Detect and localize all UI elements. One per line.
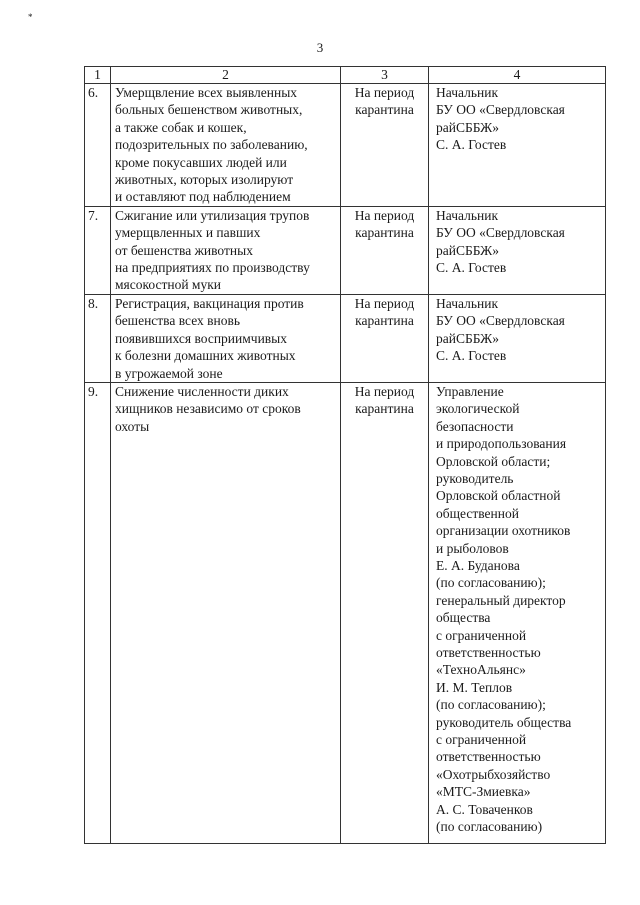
period-cell-line: На период <box>354 383 415 399</box>
responsible-cell <box>429 84 606 207</box>
responsible-cell-line: БУ ОО «Свердловская <box>436 225 565 241</box>
responsible-cell-line: генеральный директор <box>436 592 566 608</box>
responsible-cell-line: Орловской области; <box>436 453 551 469</box>
responsible-cell-line: организации охотников <box>436 523 571 539</box>
action-cell-line: в угрожаемой зоне <box>115 365 223 381</box>
header-cell-1: 1 <box>85 67 111 84</box>
period-cell-line: На период <box>354 207 415 223</box>
period-cell-line: карантина <box>355 313 414 329</box>
page-number: 3 <box>316 40 324 55</box>
header-cell-3: 3 <box>341 67 429 84</box>
responsible-cell-line: БУ ОО «Свердловская <box>436 313 565 329</box>
responsible-cell <box>429 294 606 382</box>
responsible-cell-line: (по согласованию) <box>436 819 543 835</box>
responsible-cell-line: Орловской областной <box>436 488 561 504</box>
responsible-cell-line: БУ ОО «Свердловская <box>436 102 565 118</box>
responsible-cell-line: с ограниченной <box>436 732 527 748</box>
period-cell-line: карантина <box>355 102 414 118</box>
row-number: 8. <box>85 294 111 382</box>
action-cell-line: от бешенства животных <box>115 242 253 258</box>
responsible-cell-line: руководитель <box>436 470 514 486</box>
action-cell <box>111 294 341 382</box>
responsible-cell-line: райСББЖ» <box>436 242 499 258</box>
responsible-cell-line: райСББЖ» <box>436 119 499 135</box>
responsible-cell-line: А. С. Товаченков <box>436 801 533 817</box>
row-number: 7. <box>85 206 111 294</box>
action-cell-line: а также собак и кошек, <box>115 119 247 135</box>
action-cell-line: Снижение численности диких <box>115 383 289 399</box>
period-cell-line: карантина <box>355 401 414 417</box>
responsible-cell-line: Начальник <box>436 207 499 223</box>
row-number: 6. <box>85 84 111 207</box>
responsible-cell-line: С. А. Гостев <box>436 260 507 276</box>
responsible-cell-line: «МТС-Змиевка» <box>436 784 531 800</box>
responsible-cell <box>429 206 606 294</box>
measures-table <box>84 66 606 844</box>
responsible-cell-line: экологической <box>436 401 520 417</box>
table-row <box>85 206 606 294</box>
action-cell-line: Умерщвление всех выявленных <box>115 85 298 100</box>
responsible-cell-line: Начальник <box>436 295 499 311</box>
responsible-cell-line: С. А. Гостев <box>436 137 507 153</box>
period-cell-line: На период <box>354 85 415 100</box>
action-cell-line: и оставляют под наблюдением <box>115 189 291 205</box>
action-cell-line: на предприятиях по производству <box>115 260 310 276</box>
action-cell-line: умерщвленных и павших <box>115 225 261 241</box>
period-cell <box>341 206 429 294</box>
header-cell-4: 4 <box>429 67 606 84</box>
action-cell-line: больных бешенством животных, <box>115 102 303 118</box>
period-cell-line: карантина <box>355 225 414 241</box>
period-cell <box>341 294 429 382</box>
period-cell <box>341 84 429 207</box>
responsible-cell-line: Управление <box>436 383 504 399</box>
responsible-cell-line: общества <box>436 610 491 626</box>
responsible-cell-line: С. А. Гостев <box>436 348 507 364</box>
responsible-cell-line: И. М. Теплов <box>436 679 513 695</box>
responsible-cell-line: (по согласованию); <box>436 697 546 713</box>
period-cell-line: На период <box>354 295 415 311</box>
header-row <box>85 67 606 84</box>
action-cell <box>111 84 341 207</box>
action-cell <box>111 382 341 843</box>
action-cell-line: животных, которых изолируют <box>115 172 294 188</box>
responsible-cell-line: Е. А. Буданова <box>436 557 520 573</box>
action-cell-line: мясокостной муки <box>115 277 221 293</box>
header-cell-2: 2 <box>111 67 341 84</box>
period-cell <box>341 382 429 843</box>
responsible-cell-line: руководитель общества <box>436 714 572 730</box>
responsible-cell-line: ответственностью <box>436 749 541 765</box>
responsible-cell-line: Начальник <box>436 85 499 100</box>
action-cell <box>111 206 341 294</box>
responsible-cell-line: общественной <box>436 505 519 521</box>
action-cell-line: подозрительных по заболеванию, <box>115 137 308 153</box>
responsible-cell-line: безопасности <box>436 418 514 434</box>
corner-mark: * <box>28 12 33 22</box>
responsible-cell-line: с ограниченной <box>436 627 527 643</box>
action-cell-line: бешенства всех вновь <box>115 313 241 329</box>
responsible-cell-line: райСББЖ» <box>436 330 499 346</box>
responsible-cell-line: «Охотрыбхозяйство <box>436 766 551 782</box>
responsible-cell-line: «ТехноАльянс» <box>436 662 526 678</box>
responsible-cell-line: (по согласованию); <box>436 575 546 591</box>
action-cell-line: кроме покусавших людей или <box>115 154 287 170</box>
row-number: 9. <box>85 382 111 843</box>
action-cell-line: охоты <box>115 418 150 434</box>
action-cell-line: хищников независимо от сроков <box>115 401 301 417</box>
responsible-cell <box>429 382 606 843</box>
action-cell-line: появившихся восприимчивых <box>115 330 287 346</box>
table-row <box>85 294 606 382</box>
action-cell-line: Сжигание или утилизация трупов <box>115 207 310 223</box>
action-cell-line: Регистрация, вакцинация против <box>115 295 304 311</box>
table-row <box>85 382 606 843</box>
responsible-cell-line: и природопользования <box>436 436 567 452</box>
table-row <box>85 84 606 207</box>
responsible-cell-line: ответственностью <box>436 645 541 660</box>
action-cell-line: к болезни домашних животных <box>115 348 296 364</box>
responsible-cell-line: и рыболовов <box>436 540 509 556</box>
